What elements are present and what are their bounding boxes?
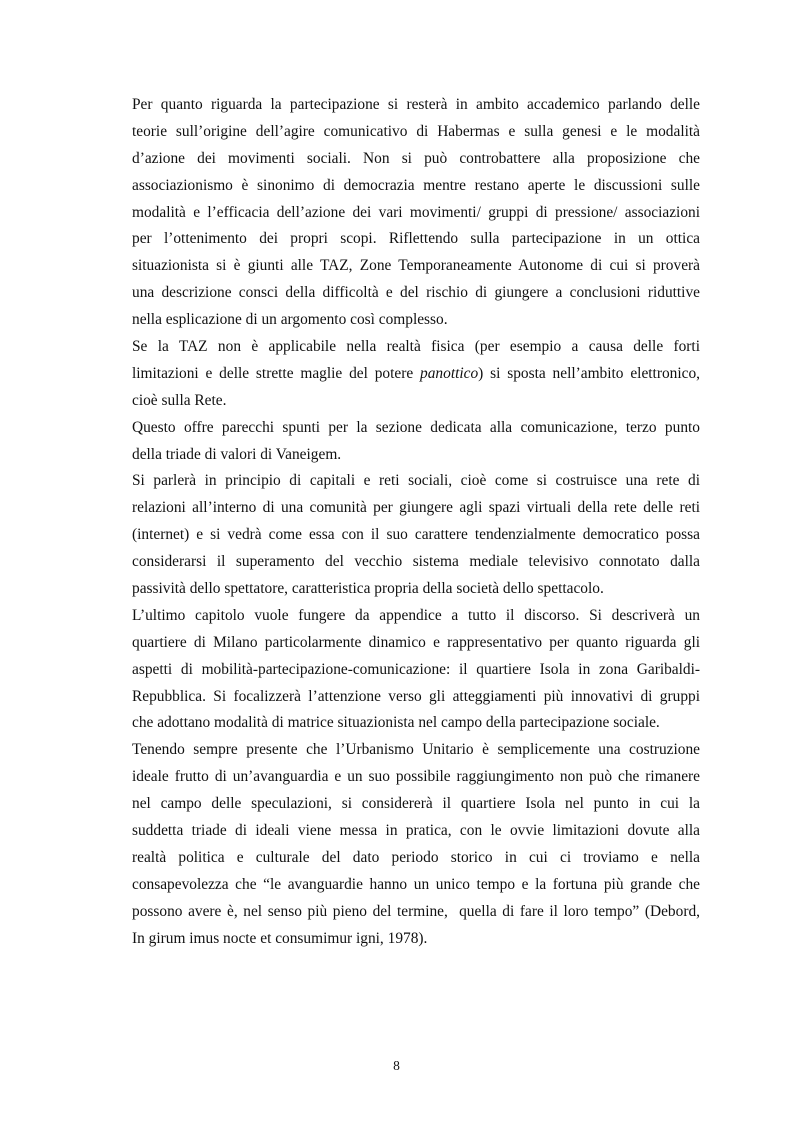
- text-line: cioè sulla Rete.: [132, 391, 227, 409]
- text-line: L’ultimo capitolo vuole fungere da appendice a tutto il discorso. Si descriverà un: [132, 606, 700, 624]
- text-line: nel campo delle speculazioni, si considererà il quartiere Isola nel punto in cui la: [132, 795, 700, 813]
- text-line: Repubblica. Si focalizzerà l’attenzione verso gli atteggiamenti più innovativi di gruppi: [132, 687, 700, 705]
- text-line: quartiere di Milano particolarmente dinamico e rappresentativo per quanto riguarda gli: [132, 633, 700, 651]
- text-line: associazionismo è sinonimo di democrazia mentre restano aperte le discussioni sulle: [132, 176, 700, 194]
- text-line: modalità e l’efficacia dell’azione dei vari movimenti/ gruppi di pressione/ associazioni: [132, 203, 700, 221]
- text-line: teorie sull’origine dell’agire comunicativo di Habermas e sulla genesi e le modalità: [132, 122, 700, 140]
- paragraph-last-chapter: [132, 603, 700, 737]
- paragraph-social-networks: [132, 468, 700, 602]
- paragraph-urbanism: [132, 737, 700, 952]
- text-line: d’azione dei movimenti sociali. Non si può controbattere alla proposizione che: [132, 149, 700, 167]
- text-line: passività dello spettatore, caratteristica propria della società dello spettacolo.: [132, 580, 604, 598]
- paragraph-participation: [132, 92, 700, 334]
- text-line: relazioni all’interno di una comunità per giungere agli spazi virtuali della rete delle reti: [132, 499, 700, 517]
- text-line: Per quanto riguarda la partecipazione si resterà in ambito accademico parlando delle: [132, 96, 700, 113]
- text-line: (internet) e si vedrà come essa con il suo carattere tendenzialmente democratico possa: [132, 526, 700, 544]
- page-number: 8: [393, 1058, 400, 1073]
- text-line: ideale frutto di un’avanguardia e un suo possibile raggiungimento non può che rimanere: [132, 768, 700, 786]
- text-line: In girum imus nocte et consumimur igni, 1978).: [132, 929, 428, 947]
- text-line-with-italic: [132, 361, 700, 388]
- text-line: una descrizione consci della difficoltà e del rischio di giungere a conclusioni riduttive: [132, 284, 700, 302]
- paragraph-taz: [132, 334, 700, 415]
- text-line: nella esplicazione di un argomento così complesso.: [132, 311, 448, 329]
- text-fragment: ) si sposta nell’ambito elettronico,: [478, 364, 700, 382]
- text-line: della triade di valori di Vaneigem.: [132, 445, 342, 463]
- text-line: per l’ottenimento dei propri scopi. Riflettendo sulla partecipazione in un ottica: [132, 230, 700, 248]
- text-line: consapevolezza che “le avanguardie hanno un unico tempo e la fortuna più grande che: [132, 875, 700, 893]
- text-line: possono avere è, nel senso più pieno del termine, quella di fare il loro tempo” (Debord,: [132, 902, 700, 920]
- italic-term: panottico: [420, 364, 479, 382]
- text-line: Tenendo sempre presente che l’Urbanismo Unitario è semplicemente una costruzione: [132, 741, 700, 759]
- text-line: situazionista si è giunti alle TAZ, Zone Temporaneamente Autonome di cui si proverà: [132, 257, 700, 275]
- text-fragment: limitazioni e delle strette maglie del potere: [132, 364, 421, 382]
- text-line: aspetti di mobilità-partecipazione-comunicazione: il quartiere Isola in zona Garibaldi-: [132, 660, 700, 678]
- text-line: considerarsi il superamento del vecchio sistema mediale televisivo connotato dalla: [132, 553, 700, 571]
- text-line: realtà politica e culturale del dato periodo storico in cui ci troviamo e nella: [132, 848, 700, 866]
- text-line: che adottano modalità di matrice situazionista nel campo della partecipazione sociale.: [132, 714, 660, 732]
- text-line: suddetta triade di ideali viene messa in pratica, con le ovvie limitazioni dovute alla: [132, 822, 700, 840]
- paragraph-communication: [132, 415, 700, 469]
- body-text: [132, 92, 700, 953]
- text-line: Se la TAZ non è applicabile nella realtà fisica (per esempio a causa delle forti: [132, 338, 700, 356]
- text-line: Questo offre parecchi spunti per la sezione dedicata alla comunicazione, terzo punto: [132, 418, 700, 436]
- text-line: Si parlerà in principio di capitali e reti sociali, cioè come si costruisce una rete di: [132, 472, 700, 490]
